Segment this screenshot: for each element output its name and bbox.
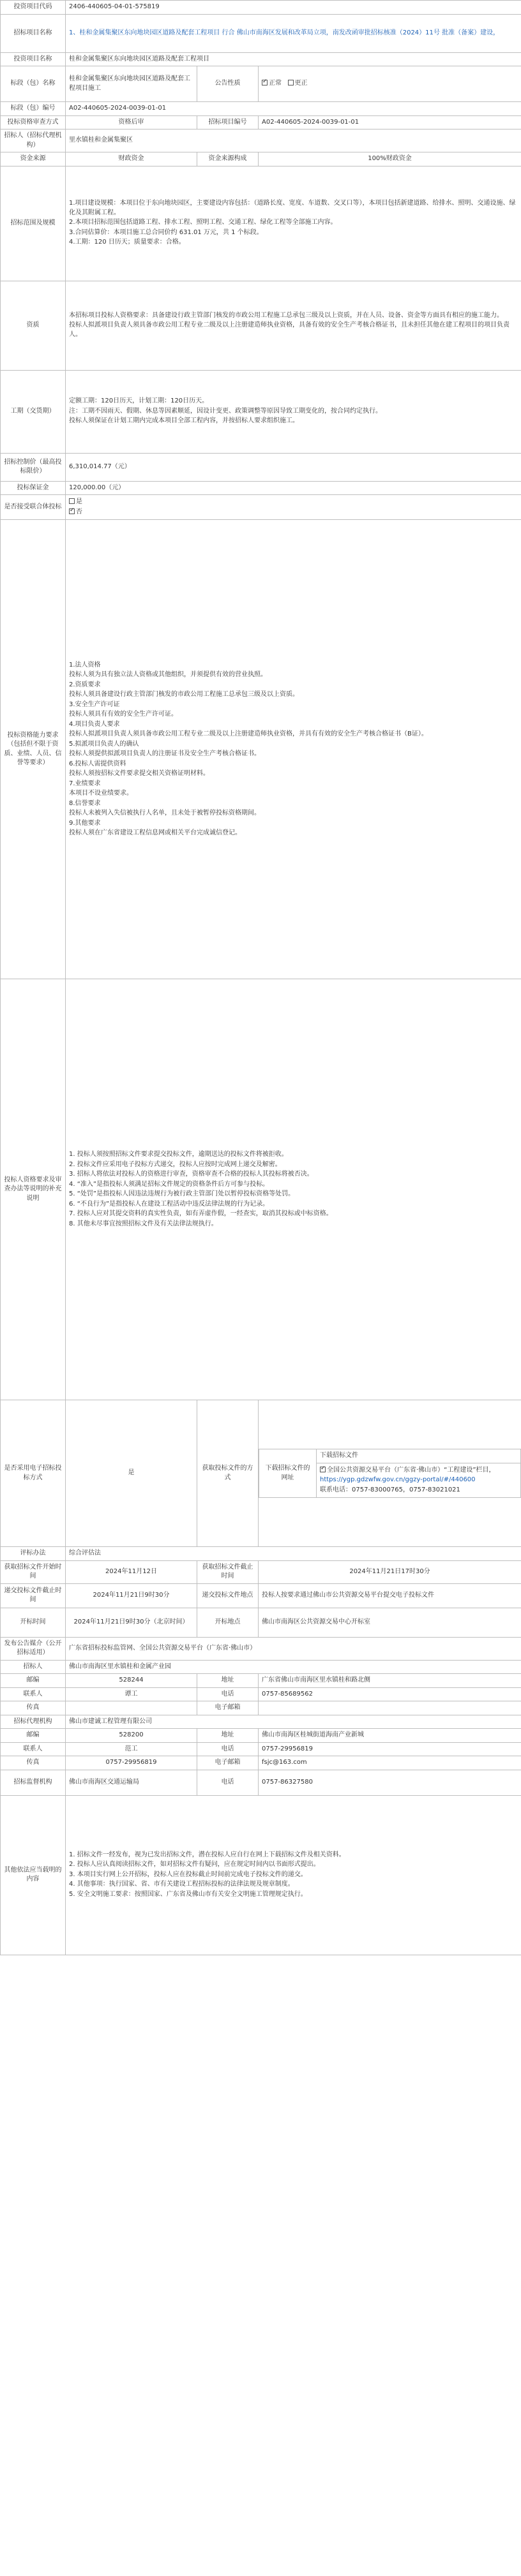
scope-line: 1.项目建设规模：本项目位于东向地块园区，主要建设内容包括：（道路长度、宽度、车道数、交叉口等），本项目包括新建道路、给排水、照明、交通设施、绿化及其附属工程。	[69, 200, 516, 216]
supervisor-phone-label: 电话	[197, 1770, 259, 1795]
qualification-line: 投标人拟派项目负责人须具备市政公用工程专业二级及以上注册建造师执业资格，具备有效的安全生产考核合格证书，且未担任其他在建工程项目的项目负责人。	[69, 322, 510, 338]
bidder-req-line: 7.业绩要求	[69, 780, 101, 787]
project-code-label: 投资项目代码	[1, 1, 66, 15]
tenderer-value: 佛山市南海区里水镇桂和金属产业园	[66, 1660, 521, 1674]
agency-fax-label: 传真	[1, 1756, 66, 1770]
bidder-req-line: 3.安全生产许可证	[69, 700, 120, 708]
tenderer-fax-label: 传真	[1, 1701, 66, 1715]
get-start-label: 获取招标文件开始时间	[1, 1560, 66, 1583]
bid-project-code-label: 招标项目编号	[197, 115, 259, 130]
get-start-value: 2024年11月12日	[66, 1560, 197, 1583]
other-line: 3. 本项目实行网上公开招标，投标人应在投标截止时间前完成电子投标文件的递交。	[69, 1870, 307, 1878]
row-bid-project-name	[1, 14, 521, 52]
row-bid-section-code	[1, 102, 521, 116]
bid-notes-line: 4. “准入”是指投标人须满足招标文件规定的资格条件后方可参与投标。	[69, 1180, 269, 1188]
download-url-line	[320, 1466, 517, 1476]
joint-bid-no	[69, 508, 518, 517]
row-publish-media	[1, 1637, 521, 1660]
other-line: 4. 其他事项：执行国家、省、市有关建设工程招标投标的法律法规及规章制度。	[69, 1881, 294, 1888]
row-agency-addr	[1, 1729, 521, 1743]
fund-ratio: 100%财政资金	[259, 152, 521, 167]
download-phone: 联系电话：0757-83000765，0757-83021021	[320, 1486, 460, 1493]
get-end-value: 2024年11月21日17时30分	[259, 1560, 521, 1583]
row-review-method	[1, 115, 521, 130]
joint-bid-label: 是否接受联合体投标	[1, 495, 66, 520]
qualification-label: 资质	[1, 281, 66, 370]
row-control-price	[1, 453, 521, 481]
row-submit-deadline	[1, 1583, 521, 1608]
review-method-label: 投标资格审查方式	[1, 115, 66, 130]
agency-email-value: fsjc@163.com	[259, 1756, 521, 1770]
supervisor-label: 招标监督机构	[1, 1770, 66, 1795]
bid-notes-line: 2. 投标文件应采用电子投标方式递交，投标人应按时完成网上递交及解密。	[69, 1160, 282, 1168]
bidder-req-line: 8.信誉要求	[69, 799, 101, 807]
row-eval-method	[1, 1547, 521, 1561]
qualification-content	[66, 281, 521, 370]
bidder-req-label: 投标资格能力要求（包括但不限于资质、业绩、人员、信誉等要求）	[1, 520, 66, 979]
bidder-req-line: 本项目不设业绩要求。	[69, 790, 133, 797]
unit-label: 招标人（招标代理机构）	[1, 130, 66, 152]
submit-place-label: 递交投标文件地点	[197, 1583, 259, 1608]
joint-bid-yes	[69, 498, 518, 507]
tenderer-postcode-value: 528244	[66, 1674, 197, 1688]
checkbox-checked-icon	[320, 1467, 326, 1472]
bid-notes-line: 8. 其他未尽事宜按照招标文件及有关法律法规执行。	[69, 1220, 218, 1227]
bidder-req-line: 投标人须为具有独立法人资格或其他组织，并须提供有效的营业执照。	[69, 671, 267, 678]
row-bid-notes	[1, 979, 521, 1400]
duration-line: 投标人须保证在计划工期内完成本项目全部工程内容，并按招标人要求组织施工。	[69, 417, 299, 425]
other-line: 1. 招标文件一经发布，视为已发出招标文件，潜在投标人应自行在网上下载招标文件及相关资料。	[69, 1851, 345, 1858]
agency-fax-value: 0757-29956819	[66, 1756, 197, 1770]
row-project-code	[1, 1, 521, 15]
row-duration	[1, 370, 521, 453]
row-get-time	[1, 1560, 521, 1583]
row-tenderer-fax	[1, 1701, 521, 1715]
open-time-value: 2024年11月21日9时30分（北京时间）	[66, 1608, 197, 1637]
tenderer-email-label: 电子邮箱	[197, 1701, 259, 1715]
row-deposit	[1, 481, 521, 495]
tenderer-addr-label: 地址	[197, 1674, 259, 1688]
tenderer-phone-label: 电话	[197, 1687, 259, 1701]
tenderer-phone-value: 0757-85689562	[259, 1687, 521, 1701]
get-method-label: 获取投标文件的方式	[197, 1400, 259, 1547]
joint-bid-no-label: 否	[76, 508, 82, 515]
download-url-label: 下载招标文件的网址	[259, 1449, 317, 1498]
agency-email-label: 电子邮箱	[197, 1756, 259, 1770]
other-line: 2. 投标人应认真阅读招标文件，如对招标文件有疑问，应在规定时间内以书面形式提出。	[69, 1861, 320, 1869]
qualification-line: 本招标项目投标人资格要求：具备建设行政主管部门核发的市政公用工程施工总承包三级及以上资质，并在人员、设备、资金等方面具有相应的施工能力。	[69, 311, 503, 319]
agency-postcode-label: 邮编	[1, 1729, 66, 1743]
option-normal	[262, 80, 282, 87]
row-agency	[1, 1715, 521, 1729]
option-normal-label: 正常	[269, 80, 282, 87]
row-invest-project-name	[1, 52, 521, 66]
bid-section-code-value: A02-440605-2024-0039-01-01	[66, 102, 521, 116]
download-method: 下载招标文件	[317, 1449, 521, 1463]
tenderer-addr-value: 广东省佛山市南海区里水镇桂和路北侧	[259, 1674, 521, 1688]
bid-notes-line: 5. “处罚”是指投标人因违法违规行为被行政主管部门处以暂停投标资格等处罚。	[69, 1190, 295, 1197]
agency-contact-value: 范工	[66, 1742, 197, 1756]
checkbox-checked-icon	[69, 508, 75, 514]
agency-contact-label: 联系人	[1, 1742, 66, 1756]
open-place-label: 开标地点	[197, 1608, 259, 1637]
bidder-req-line: 投标人未被列入失信被执行人名单，且未处于被暂停投标资格期间。	[69, 810, 260, 817]
row-joint-bid	[1, 495, 521, 520]
option-correction	[288, 80, 308, 87]
supervisor-phone-value: 0757-86327580	[259, 1770, 521, 1795]
scope-line: 4.工期：120 日历天；质量要求：合格。	[69, 239, 185, 246]
agency-phone-label: 电话	[197, 1742, 259, 1756]
deposit-value: 120,000.00（元）	[66, 481, 521, 495]
checkbox-empty-icon	[288, 80, 294, 85]
row-unit	[1, 130, 521, 152]
tenderer-label: 招标人	[1, 1660, 66, 1674]
bidder-req-line: 5.拟派项目负责人的确认	[69, 740, 139, 748]
joint-bid-options	[66, 495, 521, 520]
row-other	[1, 1795, 521, 1955]
bidder-req-line: 投标人拟派项目负责人须具备市政公用工程专业二级及以上注册建造师执业资格，并具有有效的安全生产考核合格证书（B证）。	[69, 730, 428, 737]
row-tenderer-addr	[1, 1674, 521, 1688]
duration-line: 定额工期：120日历天，计划工期：120日历天。	[69, 397, 209, 405]
other-label: 其他依法应当载明的内容	[1, 1795, 66, 1955]
checkbox-checked-icon	[262, 80, 268, 85]
control-price-value: 6,310,014.77（元）	[66, 453, 521, 481]
bid-project-name-value: 1、桂和金属集聚区东向地块园区道路及配套工程项目 行合 佛山市南海区发展和改革局立项，南发改函审批招标核准（2024）11号 批准（备案）建设，	[66, 14, 521, 52]
row-bid-section	[1, 66, 521, 102]
tenderer-email-value	[259, 1701, 521, 1715]
get-method-cell	[259, 1400, 521, 1547]
scope-line: 2.本项目招标范围包括道路工程、排水工程、照明工程、交通工程、绿化工程等全部施工内容。	[69, 219, 337, 226]
row-tenderer-contact	[1, 1687, 521, 1701]
bidder-req-line: 1.法人资格	[69, 661, 101, 669]
download-subtable	[259, 1449, 521, 1498]
option-correction-label: 更正	[294, 80, 308, 87]
submit-deadline-label: 递交投标文件截止时间	[1, 1583, 66, 1608]
download-url-link[interactable]: https://ygp.gdzwfw.gov.cn/ggzy-portal/#/440600	[320, 1476, 476, 1483]
publish-media-value: 广东省招标投标监管网、全国公共资源交易平台（广东省·佛山市）	[66, 1637, 521, 1660]
invest-project-name-label: 投资项目名称	[1, 52, 66, 66]
duration-line: 注：工期不因雨天、假期、休息等因素顺延，因设计变更、政策调整等原因导致工期变化的，按合同约定执行。	[69, 407, 382, 415]
electronic-label: 是否采用电子招标投标方式	[1, 1400, 66, 1547]
supervisor-value: 佛山市南海区交通运输局	[66, 1770, 197, 1795]
notice-type-options	[259, 66, 521, 102]
bid-section-code-label: 标段（包）编号	[1, 102, 66, 116]
fund-ratio-label: 资金来源构成	[197, 152, 259, 167]
publish-media-label: 发布公告媒介（公开招标适用）	[1, 1637, 66, 1660]
row-bidder-req	[1, 520, 521, 979]
scope-content	[66, 166, 521, 281]
bid-project-name-label: 招标项目名称	[1, 14, 66, 52]
agency-postcode-value: 528200	[66, 1729, 197, 1743]
get-end-label: 获取招标文件截止时间	[197, 1560, 259, 1583]
bidder-req-line: 4.项目负责人要求	[69, 720, 120, 728]
checkbox-empty-icon	[69, 498, 75, 504]
electronic-value: 是	[66, 1400, 197, 1547]
review-method-value: 资格后审	[66, 115, 197, 130]
bidder-req-content	[66, 520, 521, 979]
tenderer-postcode-label: 邮编	[1, 1674, 66, 1688]
bid-notes-line: 3. 招标人将依法对投标人的资格进行审查，资格审查不合格的投标人其投标将被否决。	[69, 1171, 313, 1178]
bidder-req-line: 投标人须在广东省建设工程信息网或相关平台完成诚信登记。	[69, 829, 241, 836]
row-supervisor	[1, 1770, 521, 1795]
submit-place-value: 投标人按要求通过佛山市公共资源交易平台提交电子投标文件	[259, 1583, 521, 1608]
deposit-label: 投标保证金	[1, 481, 66, 495]
agency-addr-label: 地址	[197, 1729, 259, 1743]
agency-phone-value: 0757-29956819	[259, 1742, 521, 1756]
row-agency-fax	[1, 1756, 521, 1770]
invest-project-name-value: 桂和金属集聚区东向地块园区道路及配套工程项目	[66, 52, 521, 66]
open-place-value: 佛山市南海区公共资源交易中心开标室	[259, 1608, 521, 1637]
row-electronic	[1, 1400, 521, 1547]
fund-label: 资金来源	[1, 152, 66, 167]
tenderer-contact-value: 谭工	[66, 1687, 197, 1701]
project-code-value: 2406-440605-04-01-575819	[66, 1, 521, 15]
bidder-req-line: 投标人须具有有效的安全生产许可证。	[69, 711, 177, 718]
joint-bid-yes-label: 是	[76, 498, 82, 505]
scope-label: 招标范围及规模	[1, 166, 66, 281]
row-agency-contact	[1, 1742, 521, 1756]
bid-section-label: 标段（包）名称	[1, 66, 66, 102]
duration-label: 工期（交货期）	[1, 370, 66, 453]
row-fund	[1, 152, 521, 167]
bidder-req-line: 投标人须按招标文件要求提交相关资格证明材料。	[69, 770, 209, 777]
tenderer-contact-label: 联系人	[1, 1687, 66, 1701]
download-url-content	[317, 1463, 521, 1498]
download-platform-text: 全国公共资源交易平台（广东省·佛山市）“工程建设”栏目，	[327, 1466, 495, 1474]
fund-source: 财政资金	[66, 152, 197, 167]
submit-deadline-value: 2024年11月21日9时30分	[66, 1583, 197, 1608]
bid-section-name: 桂和金属集聚区东向地块园区道路及配套工程项目施工	[66, 66, 197, 102]
agency-label: 招标代理机构	[1, 1715, 66, 1729]
bidder-req-line: 9.其他要求	[69, 819, 101, 827]
control-price-label: 招标控制价（最高投标限价）	[1, 453, 66, 481]
bidder-req-line: 2.资质要求	[69, 681, 101, 688]
other-content	[66, 1795, 521, 1955]
notice-type-label: 公告性质	[197, 66, 259, 102]
eval-method-label: 评标办法	[1, 1547, 66, 1561]
bid-notes-line: 1. 投标人须按照招标文件要求提交投标文件，逾期送达的投标文件将被拒收。	[69, 1151, 288, 1158]
row-scope	[1, 166, 521, 281]
open-time-label: 开标时间	[1, 1608, 66, 1637]
row-open-time	[1, 1608, 521, 1637]
agency-addr-value: 佛山市南海区桂城街道海南产业新城	[259, 1729, 521, 1743]
row-qualification	[1, 281, 521, 370]
scope-line: 3.合同估算价：本项目施工总合同价约 631.01 万元，共 1 个标段。	[69, 228, 263, 236]
agency-value: 佛山市建诚工程管理有限公司	[66, 1715, 521, 1729]
bid-notes-line: 7. 投标人应对其提交资料的真实性负责，如有弄虚作假，一经查实，取消其投标或中标资格。	[69, 1210, 333, 1217]
tenderer-fax-value	[66, 1701, 197, 1715]
eval-method-value: 综合评估法	[66, 1547, 521, 1561]
bid-notes-content	[66, 979, 521, 1400]
bidder-req-line: 投标人须具备建设行政主管部门核发的市政公用工程施工总承包三级及以上资质。	[69, 691, 299, 698]
bid-notes-label: 投标人资格要求及审查办法等说明的补充说明	[1, 979, 66, 1400]
other-line: 5. 安全文明施工要求：按照国家、广东省及佛山市有关安全文明施工管理规定执行。	[69, 1890, 307, 1898]
duration-content	[66, 370, 521, 453]
bid-notes-line: 6. “不良行为”是指投标人在建设工程活动中违反法律法规的行为记录。	[69, 1200, 269, 1208]
row-tenderer	[1, 1660, 521, 1674]
bid-project-code-value: A02-440605-2024-0039-01-01	[259, 115, 521, 130]
bidder-req-line: 6.投标人需提供资料	[69, 760, 126, 767]
bidder-req-line: 投标人须提供拟派项目负责人的注册证书及安全生产考核合格证书。	[69, 750, 260, 757]
unit-value: 里水镇桂和金属集聚区	[66, 130, 521, 152]
